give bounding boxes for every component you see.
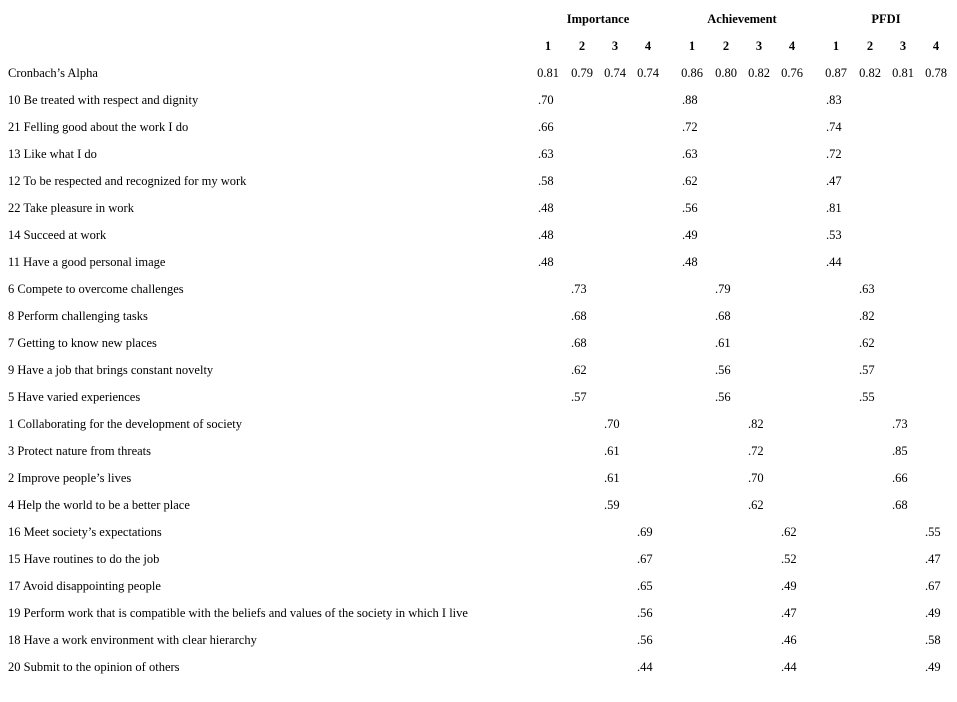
loading-value: .56 [682, 201, 698, 215]
loading-value: .53 [826, 228, 842, 242]
loading-value: .82 [748, 417, 764, 431]
loading-value: .74 [826, 120, 842, 134]
item-label: 5 Have varied experiences [8, 390, 141, 404]
loading-value: .44 [637, 660, 653, 674]
alpha-value: 0.74 [604, 66, 626, 80]
loading-value: .44 [826, 255, 842, 269]
item-label: 14 Succeed at work [8, 228, 107, 242]
item-label: 1 Collaborating for the development of society [8, 417, 242, 431]
item-label: 18 Have a work environment with clear hierarchy [8, 633, 257, 647]
alpha-label: Cronbach’s Alpha [8, 66, 98, 80]
column-number: 2 [722, 39, 730, 53]
column-number: 3 [899, 39, 907, 53]
loading-value: .55 [859, 390, 875, 404]
loading-value: .56 [715, 390, 731, 404]
alpha-value: 0.81 [892, 66, 914, 80]
alpha-value: 0.76 [781, 66, 803, 80]
loading-value: .62 [859, 336, 875, 350]
group-header: Achievement [707, 12, 777, 26]
alpha-value: 0.82 [859, 66, 881, 80]
loading-value: .47 [781, 606, 797, 620]
alpha-value: 0.82 [748, 66, 770, 80]
loading-value: .73 [571, 282, 587, 296]
loading-value: .83 [826, 93, 842, 107]
item-label: 15 Have routines to do the job [8, 552, 160, 566]
item-label: 13 Like what I do [8, 147, 97, 161]
item-label: 11 Have a good personal image [8, 255, 166, 269]
item-label: 16 Meet society’s expectations [8, 525, 162, 539]
loading-value: .56 [637, 633, 653, 647]
column-number: 1 [544, 39, 552, 53]
item-label: 21 Felling good about the work I do [8, 120, 189, 134]
item-label: 22 Take pleasure in work [8, 201, 134, 215]
column-number: 4 [644, 39, 652, 53]
loading-value: .56 [715, 363, 731, 377]
item-label: 17 Avoid disappointing people [8, 579, 161, 593]
alpha-value: 0.87 [825, 66, 847, 80]
column-number: 4 [788, 39, 796, 53]
loading-value: .58 [538, 174, 554, 188]
loading-value: .55 [925, 525, 941, 539]
item-label: 7 Getting to know new places [8, 336, 157, 350]
loading-value: .68 [715, 309, 731, 323]
loading-value: .58 [925, 633, 941, 647]
loading-value: .56 [637, 606, 653, 620]
column-number: 1 [832, 39, 840, 53]
group-header: PFDI [871, 12, 901, 26]
item-label: 20 Submit to the opinion of others [8, 660, 180, 674]
alpha-value: 0.86 [681, 66, 703, 80]
alpha-value: 0.74 [637, 66, 659, 80]
loading-value: .67 [925, 579, 941, 593]
column-number: 2 [866, 39, 874, 53]
loading-value: .69 [637, 525, 653, 539]
item-label: 2 Improve people’s lives [8, 471, 132, 485]
alpha-value: 0.81 [537, 66, 559, 80]
loading-value: .59 [604, 498, 620, 512]
loading-value: .61 [604, 444, 620, 458]
loading-value: .72 [826, 147, 842, 161]
item-label: 6 Compete to overcome challenges [8, 282, 184, 296]
loading-value: .67 [637, 552, 653, 566]
loading-value: .70 [604, 417, 620, 431]
loading-value: .61 [715, 336, 731, 350]
loading-value: .49 [781, 579, 797, 593]
loading-value: .48 [538, 201, 554, 215]
loading-value: .81 [826, 201, 842, 215]
loading-value: .61 [604, 471, 620, 485]
column-number: 3 [611, 39, 619, 53]
loading-value: .72 [682, 120, 698, 134]
alpha-value: 0.78 [925, 66, 947, 80]
item-label: 19 Perform work that is compatible with the beliefs and values of the society in which I live [8, 606, 468, 620]
loading-value: .66 [538, 120, 554, 134]
loading-value: .63 [859, 282, 875, 296]
loading-value: .62 [571, 363, 587, 377]
loading-value: .63 [682, 147, 698, 161]
loading-value: .62 [682, 174, 698, 188]
loading-value: .66 [892, 471, 908, 485]
loading-value: .49 [925, 660, 941, 674]
loading-value: .48 [682, 255, 698, 269]
loading-value: .49 [925, 606, 941, 620]
loading-value: .48 [538, 255, 554, 269]
loading-value: .68 [571, 336, 587, 350]
alpha-value: 0.80 [715, 66, 737, 80]
loading-value: .44 [781, 660, 797, 674]
group-header: Importance [566, 12, 630, 26]
column-number: 1 [688, 39, 696, 53]
alpha-value: 0.79 [571, 66, 593, 80]
loading-value: .79 [715, 282, 731, 296]
loading-value: .47 [826, 174, 842, 188]
loading-value: .73 [892, 417, 908, 431]
loading-value: .65 [637, 579, 653, 593]
item-label: 4 Help the world to be a better place [8, 498, 190, 512]
loading-value: .46 [781, 633, 797, 647]
loading-value: .68 [892, 498, 908, 512]
column-number: 2 [578, 39, 586, 53]
loading-value: .72 [748, 444, 764, 458]
loading-value: .47 [925, 552, 941, 566]
loading-value: .88 [682, 93, 698, 107]
loading-value: .48 [538, 228, 554, 242]
item-label: 8 Perform challenging tasks [8, 309, 148, 323]
item-label: 3 Protect nature from threats [8, 444, 152, 458]
column-number: 3 [755, 39, 763, 53]
loading-value: .49 [682, 228, 698, 242]
loading-value: .63 [538, 147, 554, 161]
item-label: 10 Be treated with respect and dignity [8, 93, 199, 107]
loading-value: .62 [748, 498, 764, 512]
loading-value: .62 [781, 525, 797, 539]
loading-value: .57 [571, 390, 587, 404]
item-label: 9 Have a job that brings constant novelty [8, 363, 214, 377]
loading-value: .82 [859, 309, 875, 323]
loading-value: .68 [571, 309, 587, 323]
loading-value: .85 [892, 444, 908, 458]
loading-value: .57 [859, 363, 875, 377]
item-label: 12 To be respected and recognized for my work [8, 174, 247, 188]
loading-value: .70 [748, 471, 764, 485]
loading-value: .70 [538, 93, 554, 107]
column-number: 4 [932, 39, 940, 53]
loading-value: .52 [781, 552, 797, 566]
